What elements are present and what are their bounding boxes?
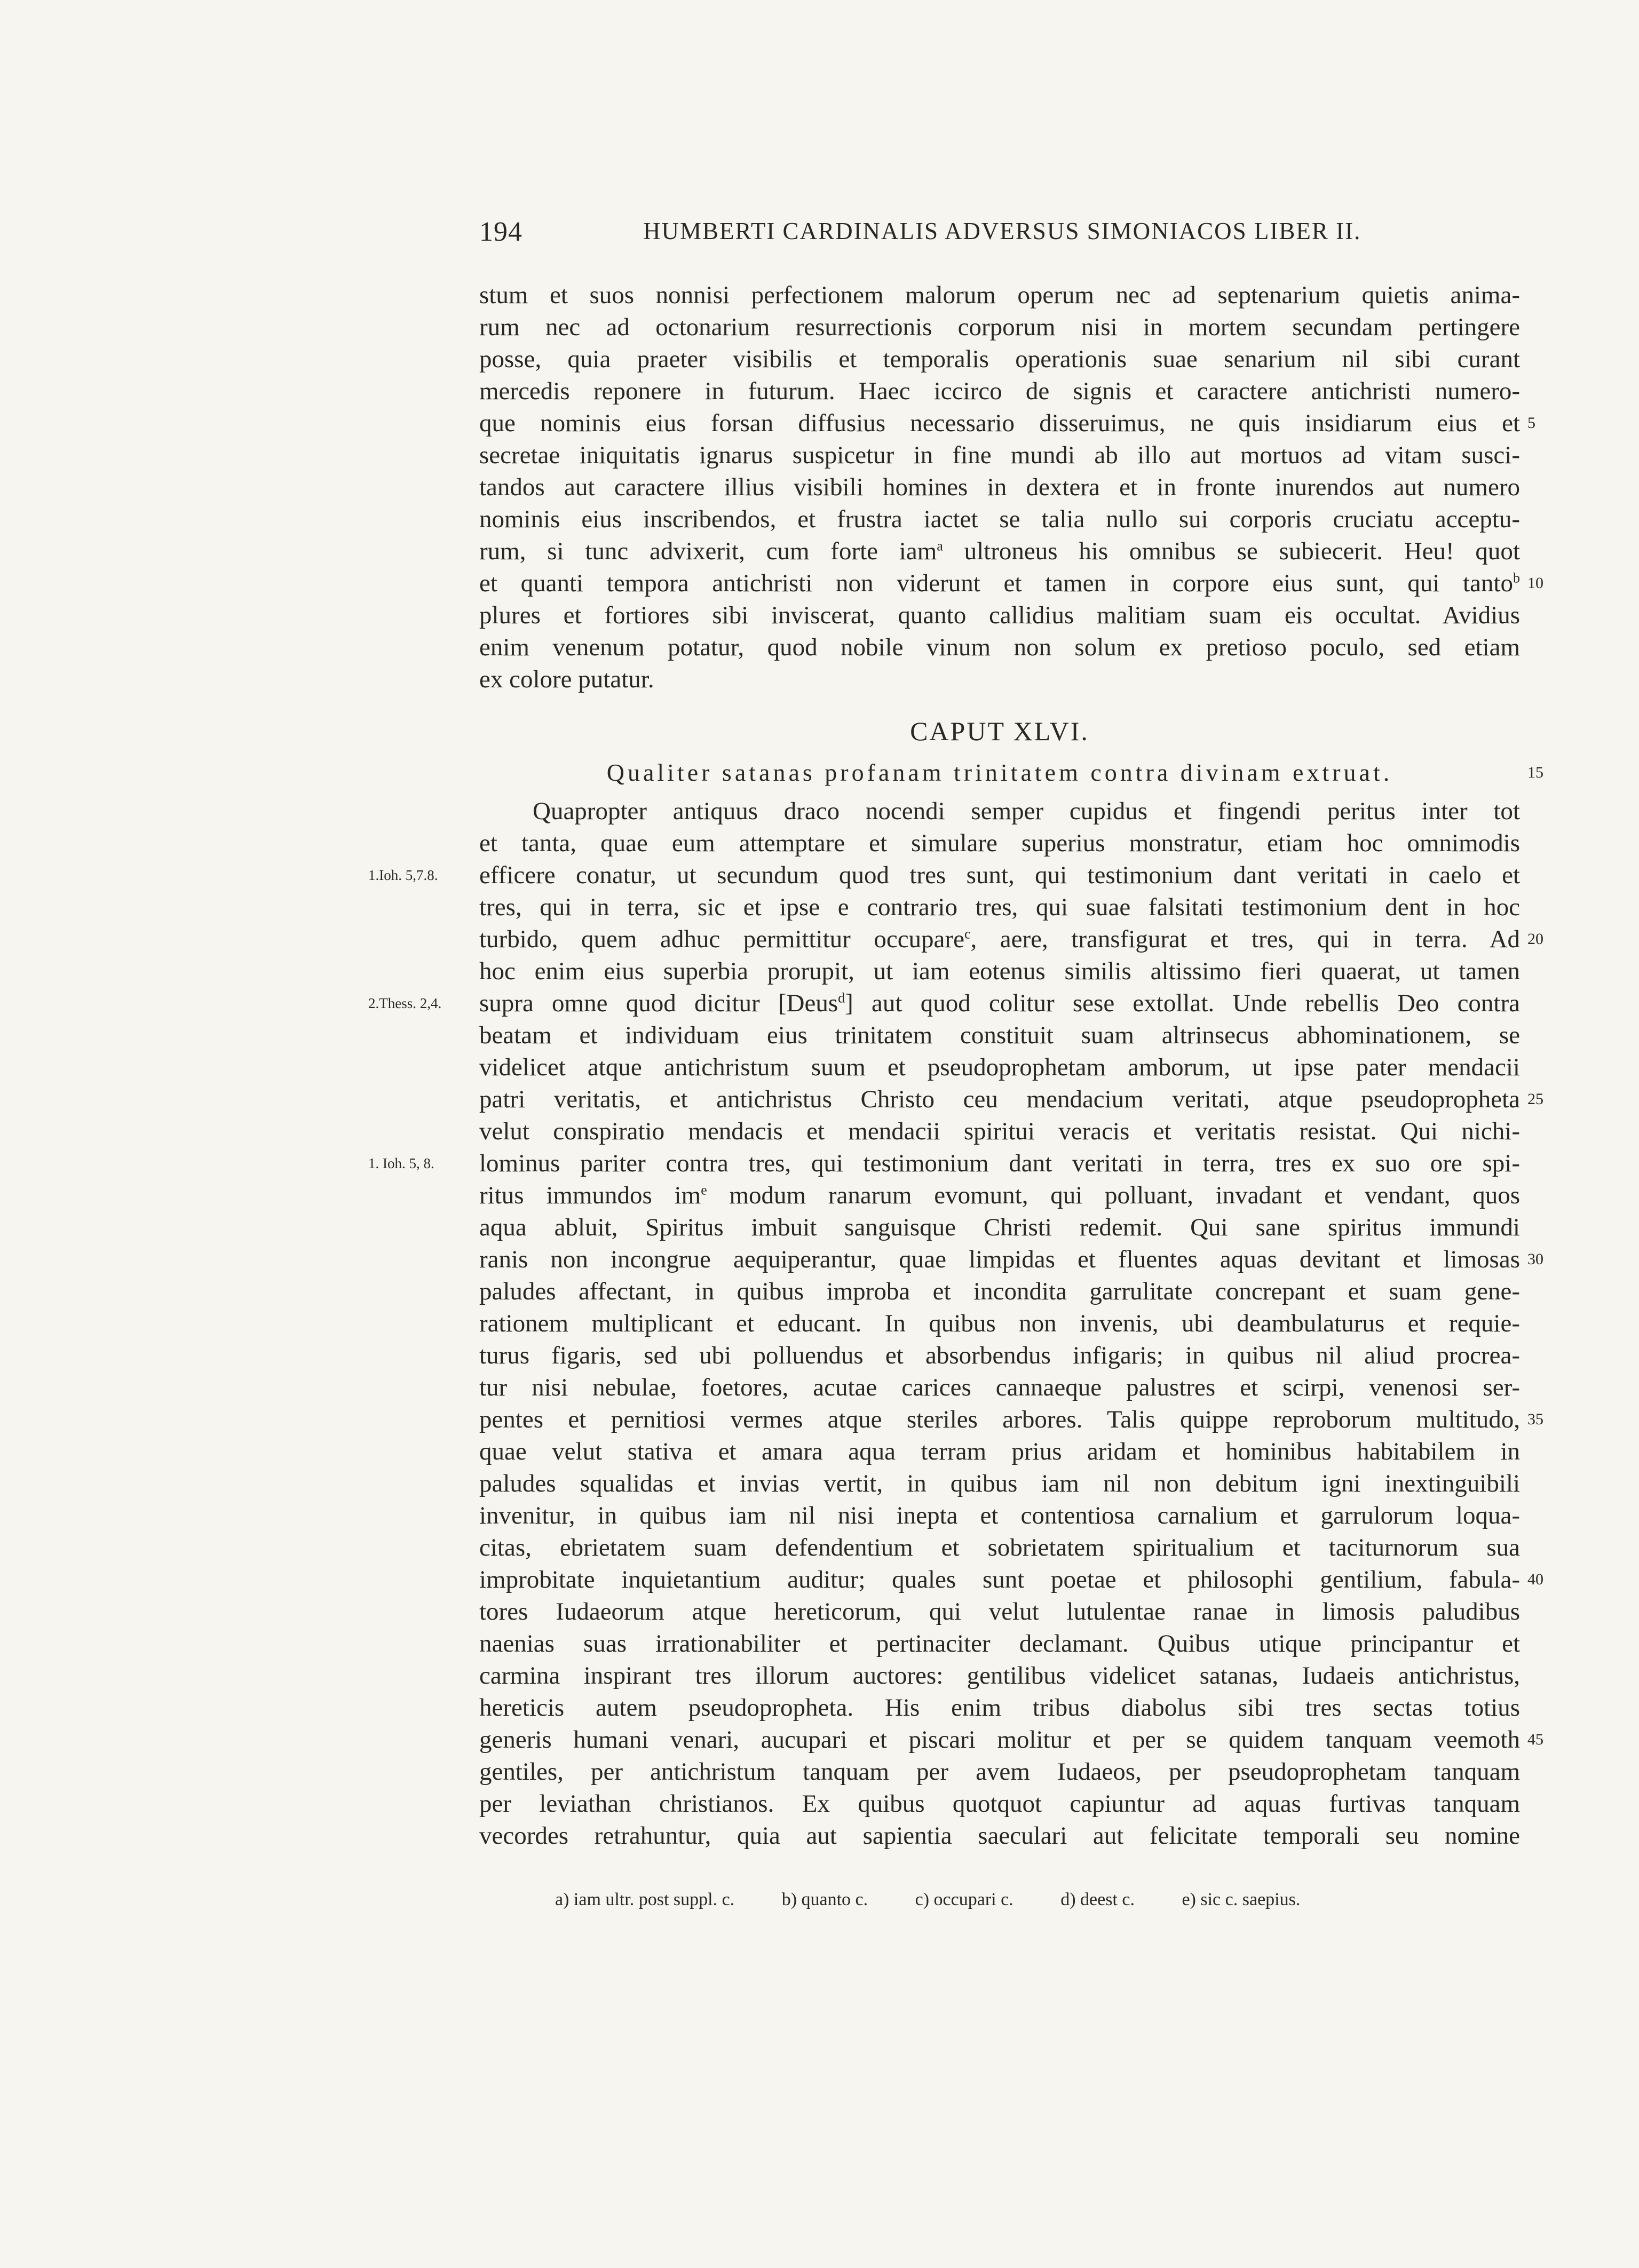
footnotes (555, 1886, 1300, 1913)
text-line: beatam et individuam eius trinitatem constituit suam altrinsecus abhominationem, se (479, 1021, 1520, 1049)
text-line: enim venenum potatur, quod nobile vinum non solum ex pretioso poculo, sed etiam (479, 633, 1520, 661)
text-segment: rum, si tunc advixerit, cum forte iam (479, 537, 937, 565)
text-line: improbitate inquietantium auditur; quales sunt poetae et philosophi gentilium, fabula- (479, 1566, 1520, 1593)
footnote: e) sic c. saepius. (1182, 1890, 1301, 1909)
text-line: mercedis reponere in futurum. Haec iccirco de signis et caractere antichristi numero- (479, 377, 1520, 405)
text-line: videlicet atque antichristum suum et pseudoprophetam amborum, ut ipse pater mendacii (479, 1053, 1520, 1081)
text-line: tur nisi nebulae, foetores, acutae carices cannaeque palustres et scirpi, venenosi ser- (479, 1374, 1520, 1401)
footnote: d) deest c. (1060, 1890, 1135, 1909)
line-number: 30 (1527, 1250, 1543, 1268)
text-line (479, 923, 1520, 955)
text-line: nominis eius inscribendos, et frustra iactet se talia nullo sui corporis cruciatu acceptu- (479, 505, 1520, 533)
text-line: que nominis eius forsan diffusius necessario disseruimus, ne quis insidiarum eius et (479, 409, 1520, 437)
text-line: lominus pariter contra tres, qui testimonium dant veritati in terra, tres ex suo ore spi- (479, 1149, 1520, 1177)
text-segment: , aere, transfigurat et tres, qui in terra. Ad (970, 925, 1521, 953)
text-segment: ritus immundos im (479, 1181, 701, 1209)
text-line: hoc enim eius superbia prorupit, ut iam eotenus similis altissimo fieri quaerat, ut tamen (479, 957, 1520, 985)
footnote: c) occupari c. (915, 1890, 1014, 1909)
text-line: ex colore putatur. (479, 665, 654, 693)
text-line: patri veritatis, et antichristus Christo ceu mendacium veritati, atque pseudopropheta (479, 1085, 1520, 1113)
text-line: hereticis autem pseudopropheta. His enim tribus diabolus sibi tres sectas totius (479, 1694, 1520, 1722)
text-line: carmina inspirant tres illorum auctores: gentilibus videlicet satanas, Iudaeis antichristus, (479, 1662, 1520, 1690)
text-segment: ultroneus his omnibus se subiecerit. Heu! quot (943, 537, 1520, 565)
margin-reference: 2.Thess. 2,4. (368, 995, 442, 1011)
text-line: gentiles, per antichristum tanquam per avem Iudaeos, per pseudoprophetam tanquam (479, 1758, 1520, 1786)
text-line: stum et suos nonnisi perfectionem malorum operum nec ad septenarium quietis anima- (479, 281, 1520, 309)
line-number: 20 (1527, 930, 1543, 948)
text-line (479, 987, 1520, 1019)
page-number: 194 (479, 217, 522, 247)
footnote-marker: b (1513, 570, 1520, 586)
text-line: pentes et pernitiosi vermes atque steriles arbores. Talis quippe reproborum multitudo, (479, 1406, 1520, 1433)
text-line: per leviathan christianos. Ex quibus quotquot capiuntur ad aquas furtivas tanquam (479, 1790, 1520, 1818)
text-line: Quapropter antiquus draco nocendi semper cupidus et fingendi peritus inter tot (533, 797, 1520, 825)
line-number: 35 (1527, 1410, 1543, 1428)
text-line: paludes affectant, in quibus improba et incondita garrulitate concrepant et suam gene- (479, 1278, 1520, 1305)
chapter-title: CAPUT XLVI. (910, 716, 1089, 746)
footnote-marker: a (937, 538, 943, 554)
line-number: 5 (1527, 414, 1535, 432)
line-number: 15 (1527, 764, 1543, 781)
chapter-subtitle: Qualiter satanas profanam trinitatem contra divinam extruat. (606, 759, 1393, 786)
text-line: rationem multiplicant et educant. In quibus non invenis, ubi deambulaturus et requie- (479, 1310, 1520, 1337)
text-line: posse, quia praeter visibilis et temporalis operationis suae senarium nil sibi curant (479, 345, 1520, 373)
footnote: b) quanto c. (781, 1890, 868, 1909)
text-line: secretae iniquitatis ignarus suspicetur in fine mundi ab illo aut mortuos ad vitam susci- (479, 441, 1520, 469)
text-line: tres, qui in terra, sic et ipse e contrario tres, qui suae falsitati testimonium dent in hoc (479, 893, 1520, 921)
line-number: 40 (1527, 1571, 1543, 1588)
text-segment: turbido, quem adhuc permittitur occupare (479, 925, 964, 953)
margin-reference: 1. Ioh. 5, 8. (368, 1155, 434, 1171)
running-title: HUMBERTI CARDINALIS ADVERSUS SIMONIACOS LIBER II. (643, 218, 1361, 244)
text-segment: et quanti tempora antichristi non viderunt et tamen in corpore eius sunt, qui tanto (479, 569, 1513, 597)
line-number: 10 (1527, 574, 1543, 592)
text-line: turus figaris, sed ubi polluendus et absorbendus infigaris; in quibus nil aliud procrea- (479, 1342, 1520, 1369)
text-line: aqua abluit, Spiritus imbuit sanguisque Christi redemit. Qui sane spiritus immundi (479, 1214, 1520, 1241)
text-line: naenias suas irrationabiliter et pertinaciter declamant. Quibus utique principantur et (479, 1630, 1520, 1658)
text-line: plures et fortiores sibi inviscerat, quanto callidius malitiam suam eis occultat. Avidius (479, 601, 1520, 629)
line-number: 45 (1527, 1731, 1543, 1748)
text-line: generis humani venari, aucupari et piscari molitur et per se quidem tanquam veemoth (479, 1726, 1520, 1754)
text-line: paludes squalidas et invias vertit, in quibus iam nil non debitum igni inextinguibili (479, 1470, 1520, 1497)
text-line (479, 567, 1520, 599)
text-line: tandos aut caractere illius visibili homines in dextera et in fronte inurendos aut numero (479, 473, 1520, 501)
text-line: efficere conatur, ut secundum quod tres sunt, qui testimonium dant veritati in caelo et (479, 861, 1520, 889)
text-line: tores Iudaeorum atque hereticorum, qui velut lutulentae ranae in limosis paludibus (479, 1598, 1520, 1625)
text-line (479, 1179, 1520, 1211)
text-line (479, 535, 1520, 567)
text-line: citas, ebrietatem suam defendentium et sobrietatem spiritualium et taciturnorum sua (479, 1534, 1520, 1561)
text-segment: modum ranarum evomunt, qui polluant, invadant et vendant, quos (707, 1181, 1520, 1209)
text-line: rum nec ad octonarium resurrectionis corporum nisi in mortem secundam pertingere (479, 313, 1520, 341)
text-segment: ] aut quod colitur sese extollat. Unde rebellis Deo contra (845, 989, 1520, 1017)
line-number: 25 (1527, 1090, 1543, 1108)
text-segment: supra omne quod dicitur [Deus (479, 989, 838, 1017)
footnote-marker: c (964, 926, 971, 942)
text-line: quae velut stativa et amara aqua terram prius aridam et hominibus habitabilem in (479, 1438, 1520, 1465)
margin-reference: 1.Ioh. 5,7.8. (368, 867, 438, 883)
text-line: et tanta, quae eum attemptare et simulare superius monstratur, etiam hoc omnimodis (479, 829, 1520, 857)
footnote-marker: e (701, 1182, 707, 1198)
page-header (0, 216, 1639, 259)
text-line: invenitur, in quibus iam nil nisi inepta et contentiosa carnalium et garrulorum loqua- (479, 1502, 1520, 1529)
footnote-marker: d (838, 990, 845, 1006)
text-line: velut conspiratio mendacis et mendacii spiritui veracis et veritatis resistat. Qui nichi- (479, 1117, 1520, 1145)
text-line: ranis non incongrue aequiperantur, quae limpidas et fluentes aquas devitant et limosas (479, 1246, 1520, 1273)
footnote: a) iam ultr. post suppl. c. (555, 1890, 735, 1909)
text-line: vecordes retrahuntur, quia aut sapientia saeculari aut felicitate temporali seu nomine (479, 1822, 1520, 1850)
